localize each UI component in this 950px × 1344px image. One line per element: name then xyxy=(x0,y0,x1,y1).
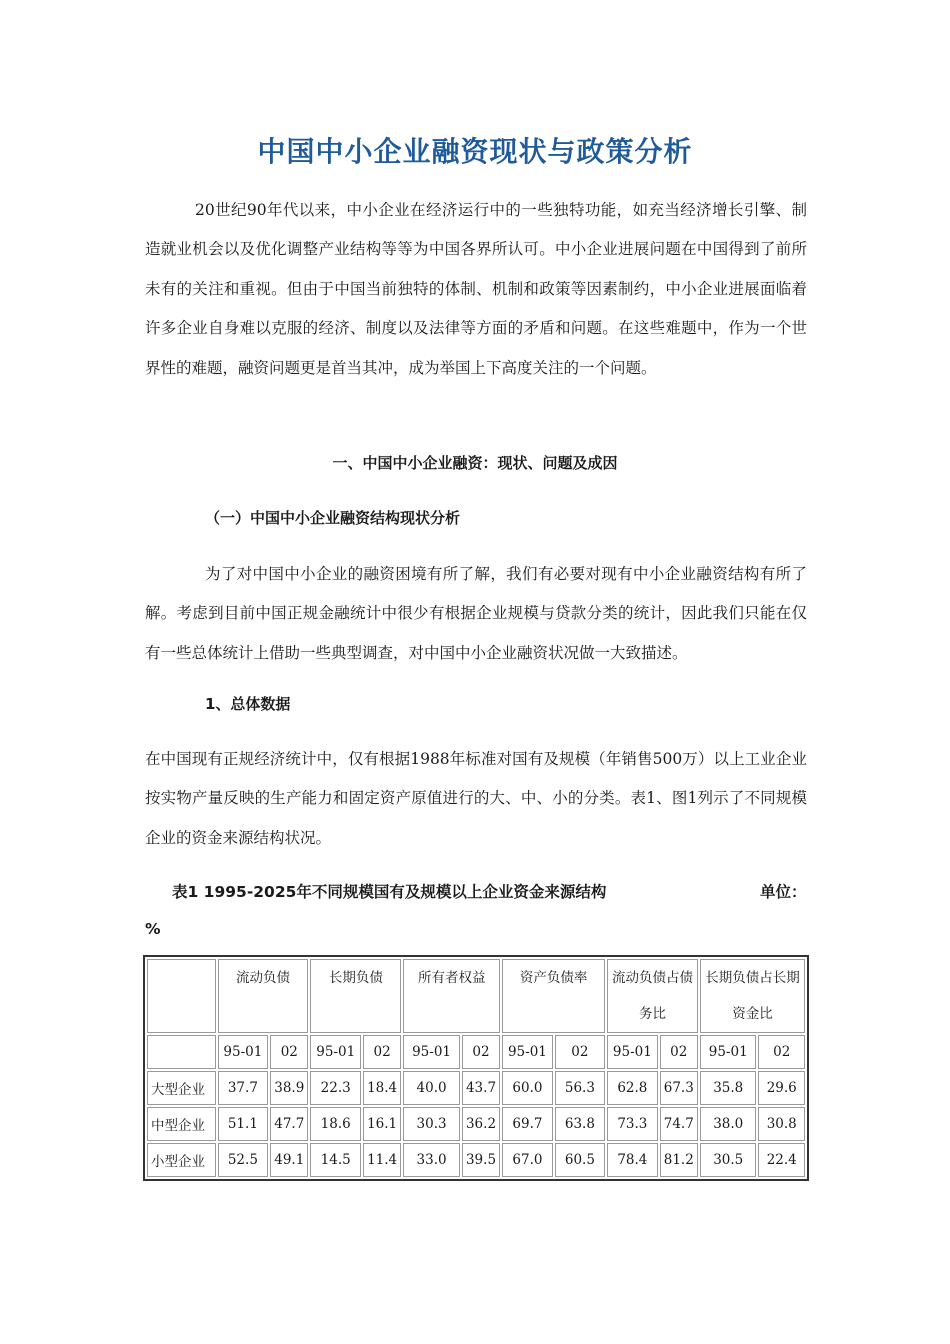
period-cell: 02 xyxy=(462,1035,500,1069)
value-cell: 39.5 xyxy=(462,1143,500,1177)
table-header: 流动负债占债务比 xyxy=(607,959,698,1033)
value-cell: 22.4 xyxy=(758,1143,805,1177)
value-cell: 81.2 xyxy=(660,1143,698,1177)
period-cell: 95-01 xyxy=(310,1035,360,1069)
value-cell: 36.2 xyxy=(462,1107,500,1141)
value-cell: 60.0 xyxy=(502,1071,552,1105)
value-cell: 74.7 xyxy=(660,1107,698,1141)
intro-paragraph: 20世纪90年代以来，中小企业在经济运行中的一些独特功能，如充当经济增长引擎、制造就业机会以及优化调整产业结构等等为中国各界所认可。中小企业进展问题在中国得到了前所未有的关注和重视。但由于中国当前独特的体制、机制和政策等因素制约，中小企业进展面临着许多企业自身难以克服的经济、制度以及法律等方面的矛盾和问题。在这些难题中，作为一个世界性的难题，融资问题更是首当其冲，成为举国上下高度关注的一个问题。 xyxy=(145,201,807,377)
value-cell: 67.0 xyxy=(502,1143,552,1177)
period-cell: 95-01 xyxy=(502,1035,552,1069)
value-cell: 33.0 xyxy=(403,1143,460,1177)
period-cell: 02 xyxy=(363,1035,401,1069)
value-cell: 51.1 xyxy=(218,1107,268,1141)
value-cell: 30.3 xyxy=(403,1107,460,1141)
value-cell: 38.0 xyxy=(700,1107,757,1141)
document-title: 中国中小企业融资现状与政策分析 xyxy=(257,135,693,168)
table-row xyxy=(147,1143,805,1177)
statistics-paragraph: 在中国现有正规经济统计中，仅有根据1988年标准对国有及规模（年销售500万）以上工业企业按实物产量反映的生产能力和固定资产原值进行的大、中、小的分类。表1、图1列示了不同规模企业的资金来源结构状况。 xyxy=(145,750,807,847)
value-cell: 29.6 xyxy=(758,1071,805,1105)
value-cell: 78.4 xyxy=(607,1143,657,1177)
capital-structure-table xyxy=(143,955,809,1181)
period-cell: 02 xyxy=(555,1035,605,1069)
value-cell: 16.1 xyxy=(363,1107,401,1141)
value-cell: 11.4 xyxy=(363,1143,401,1177)
table-row xyxy=(147,1107,805,1141)
table-header: 长期负债 xyxy=(310,959,401,1033)
value-cell: 18.4 xyxy=(363,1071,401,1105)
value-cell: 22.3 xyxy=(310,1071,360,1105)
table-unit-label: 单位： xyxy=(760,883,807,901)
period-cell: 02 xyxy=(270,1035,308,1069)
value-cell: 56.3 xyxy=(555,1071,605,1105)
value-cell: 40.0 xyxy=(403,1071,460,1105)
table-unit: % xyxy=(145,920,161,938)
value-cell: 67.3 xyxy=(660,1071,698,1105)
value-cell: 35.8 xyxy=(700,1071,757,1105)
value-cell: 37.7 xyxy=(218,1071,268,1105)
subsection-heading: （一）中国中小企业融资结构现状分析 xyxy=(205,509,461,527)
table-empty-cell xyxy=(147,1035,216,1069)
row-label: 大型企业 xyxy=(147,1071,216,1105)
row-label: 小型企业 xyxy=(147,1143,216,1177)
overall-data-heading: 1、总体数据 xyxy=(205,695,291,713)
table-row xyxy=(147,1071,805,1105)
period-cell: 02 xyxy=(758,1035,805,1069)
table-period-row xyxy=(147,1035,805,1069)
value-cell: 30.8 xyxy=(758,1107,805,1141)
value-cell: 60.5 xyxy=(555,1143,605,1177)
table-header: 长期负债占长期资金比 xyxy=(700,959,805,1033)
value-cell: 38.9 xyxy=(270,1071,308,1105)
table-caption: 表1 1995-2025年不同规模国有及规模以上企业资金来源结构 xyxy=(172,883,607,901)
table-header: 所有者权益 xyxy=(403,959,500,1033)
value-cell: 43.7 xyxy=(462,1071,500,1105)
structure-paragraph: 为了对中国中小企业的融资困境有所了解，我们有必要对现有中小企业融资结构有所了解。考虑到目前中国正规金融统计中很少有根据企业规模与贷款分类的统计，因此我们只能在仅有一些总体统计上借助一些典型调查，对中国中小企业融资状况做一大致描述。 xyxy=(145,565,807,662)
value-cell: 47.7 xyxy=(270,1107,308,1141)
table-header-row xyxy=(147,959,805,1033)
value-cell: 52.5 xyxy=(218,1143,268,1177)
period-cell: 02 xyxy=(660,1035,698,1069)
table-header: 资产负债率 xyxy=(502,959,605,1033)
value-cell: 18.6 xyxy=(310,1107,360,1141)
value-cell: 62.8 xyxy=(607,1071,657,1105)
value-cell: 30.5 xyxy=(700,1143,757,1177)
value-cell: 14.5 xyxy=(310,1143,360,1177)
table-header: 流动负债 xyxy=(218,959,309,1033)
row-label: 中型企业 xyxy=(147,1107,216,1141)
value-cell: 49.1 xyxy=(270,1143,308,1177)
period-cell: 95-01 xyxy=(700,1035,757,1069)
section-heading-1: 一、中国中小企业融资：现状、问题及成因 xyxy=(332,454,618,472)
period-cell: 95-01 xyxy=(607,1035,657,1069)
value-cell: 69.7 xyxy=(502,1107,552,1141)
period-cell: 95-01 xyxy=(403,1035,460,1069)
table-corner-cell xyxy=(147,959,216,1033)
value-cell: 63.8 xyxy=(555,1107,605,1141)
value-cell: 73.3 xyxy=(607,1107,657,1141)
period-cell: 95-01 xyxy=(218,1035,268,1069)
